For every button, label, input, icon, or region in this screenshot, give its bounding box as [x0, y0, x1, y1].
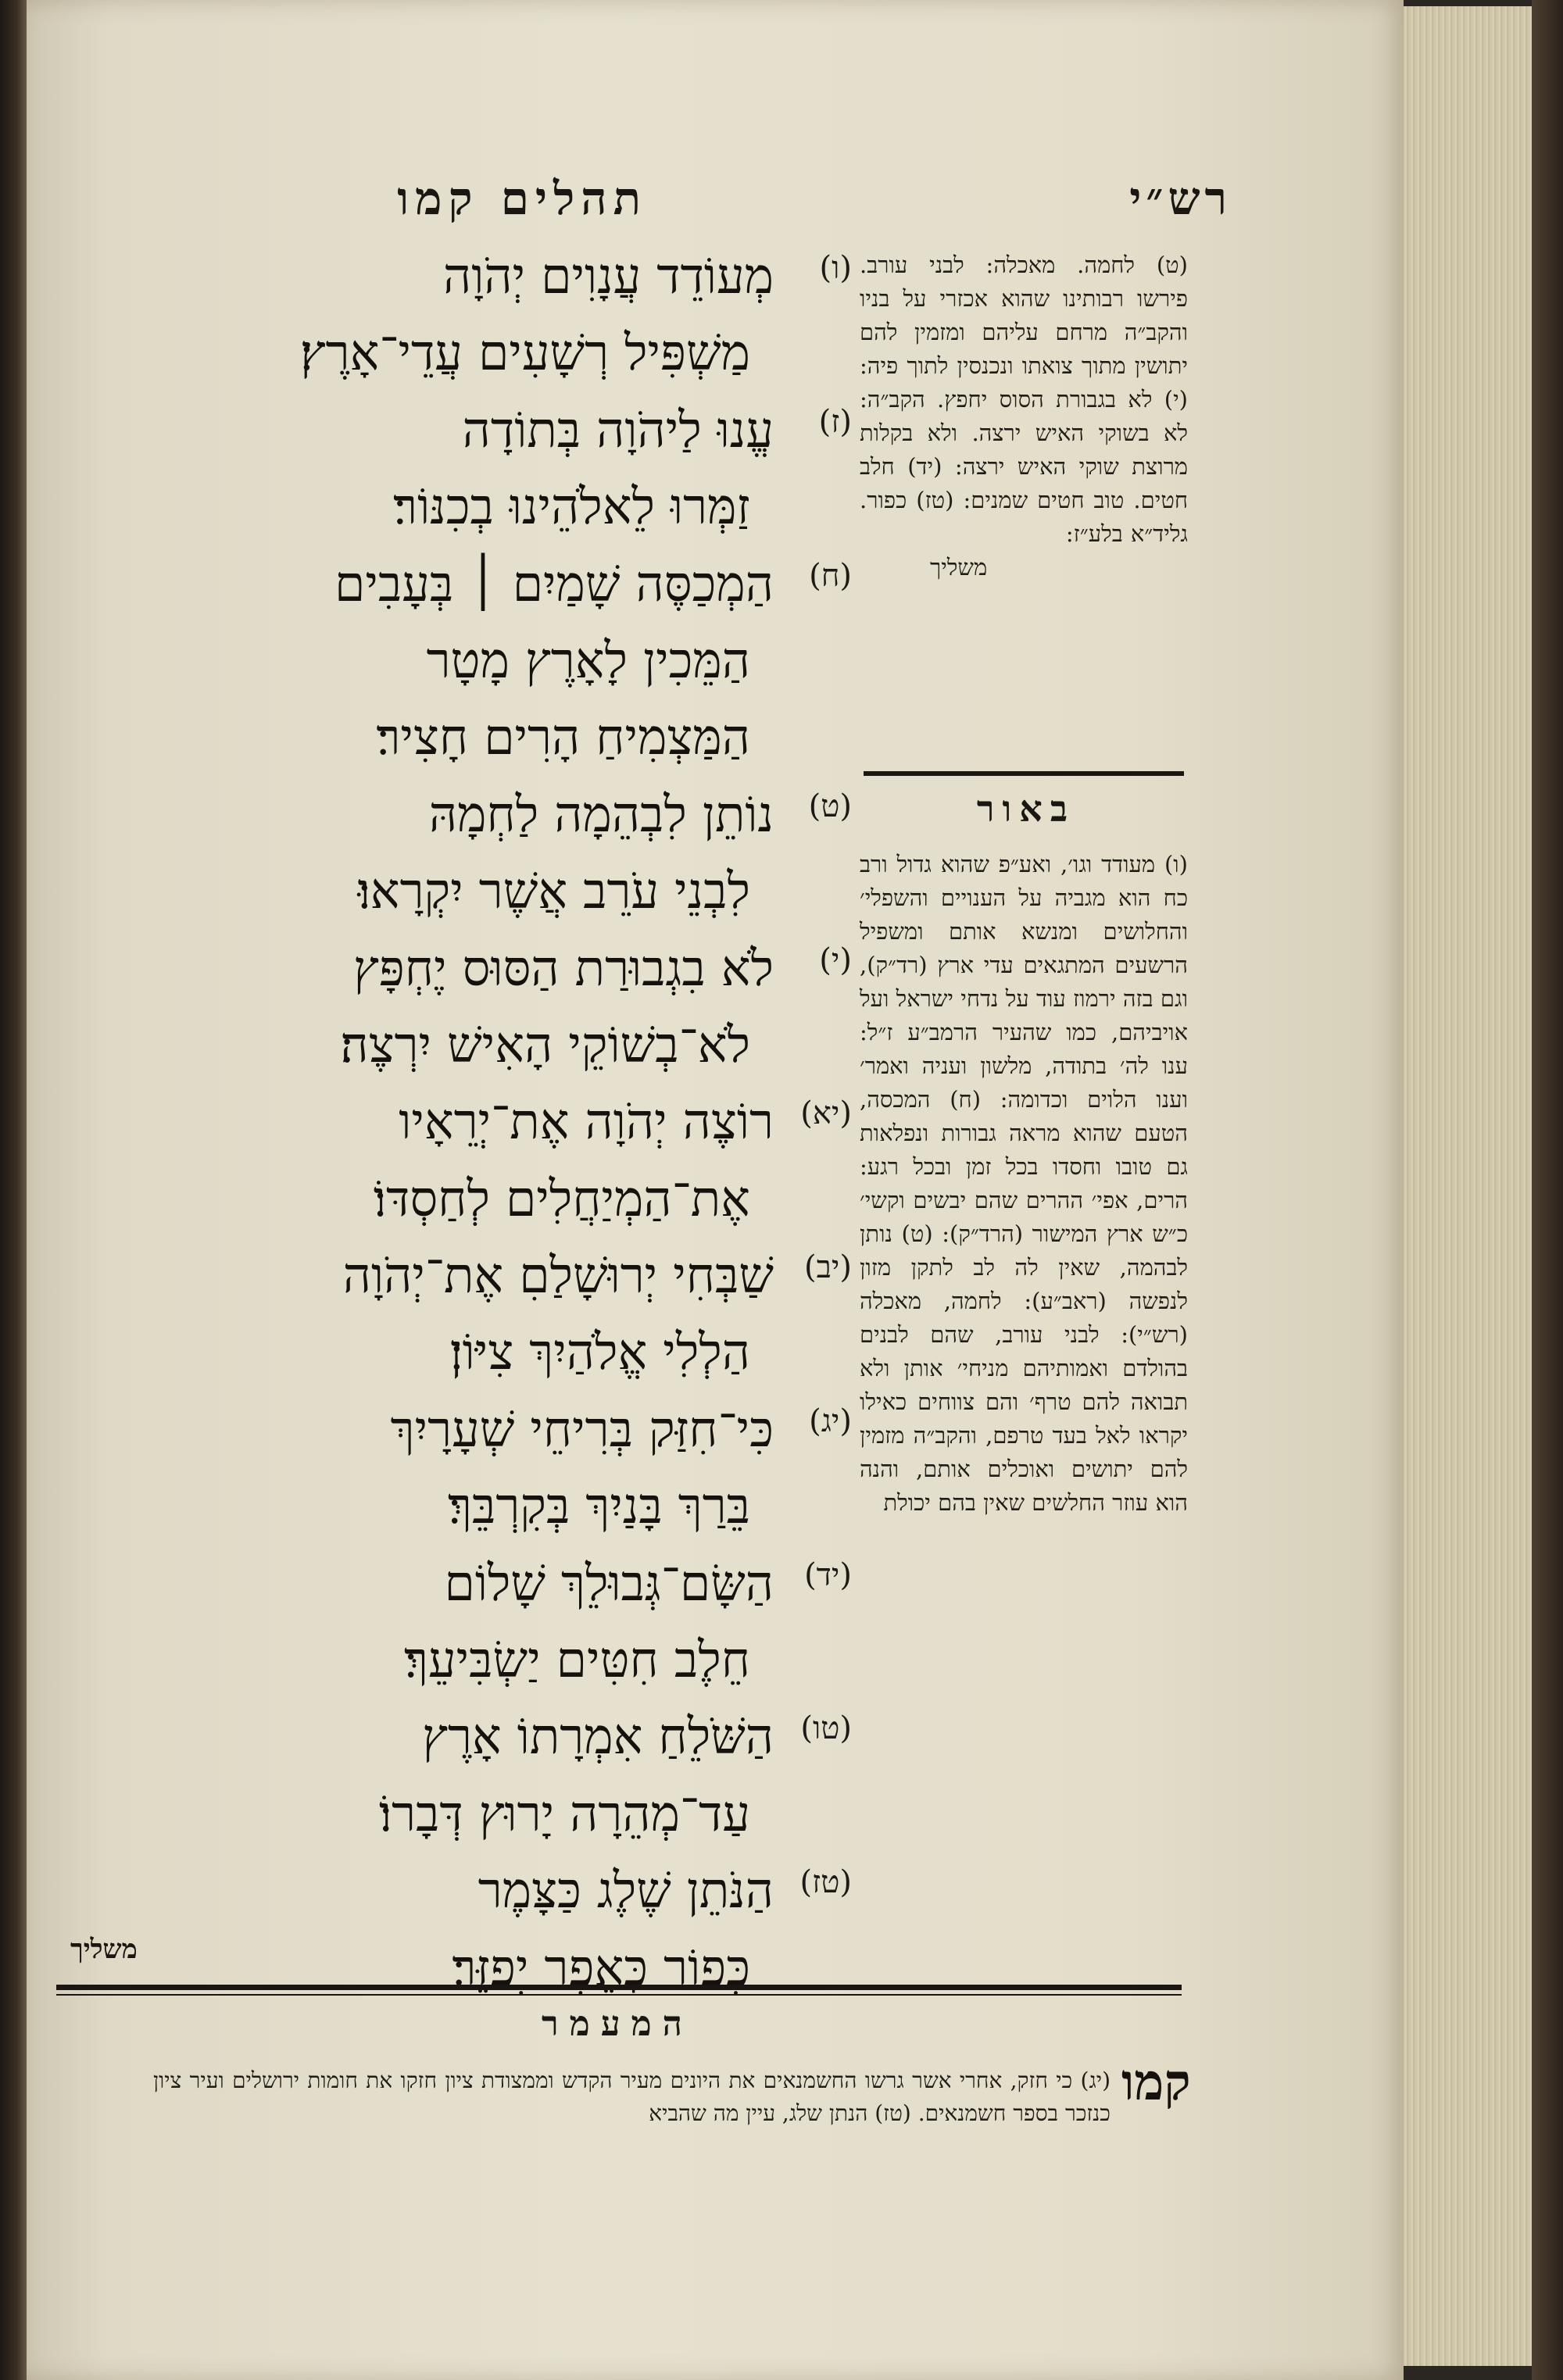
maamar-text: (יג) כי חזק, אחרי אשר גרשו החשמנאים את היונים מעיר הקדש וממצודת ציון חזקו את חומות ירושלים ועיר ציון כנזכר בספר חשמנאים. (טז) הנתן שלג, עיין מה שהביא: [153, 2067, 1111, 2126]
verse-line: [102, 853, 852, 930]
verse-number: (טו): [800, 1710, 852, 1747]
psalm-text-column: [102, 238, 852, 2007]
psalms-page-header: תהלים קמו: [397, 172, 647, 225]
verse-text: כְּפוֹר כָּאֵפֶר יְפַזֵּר׃: [452, 1939, 750, 1996]
rashi-column-header: רש״י: [1129, 172, 1232, 225]
verse-text: מְעוֹדֵד עֲנָוִים יְהֹוָה: [443, 248, 774, 305]
verse-text: הַמֵּכִין לָאָרֶץ מָטָר: [426, 631, 750, 689]
verse-text: לֹא בִגְבוּרַת הַסּוּס יֶחְפָּץ: [352, 939, 774, 997]
maamar-chapter-label: קמו: [1121, 2053, 1191, 2112]
verse-text: כִּי־חִזַּק בְּרִיחֵי שְׁעָרָיִךְ: [390, 1400, 774, 1458]
verse-line: [102, 1468, 852, 1545]
verse-line: [102, 1314, 852, 1391]
verse-text: לֹא־בְשׁוֹקֵי הָאִישׁ יִרְצֶה׃: [340, 1016, 750, 1074]
verse-text: הַנֹּתֵן שֶׁלֶג כַּצָּמֶר: [477, 1862, 774, 1920]
verse-line: [102, 1007, 852, 1084]
verse-number: (ז): [818, 403, 852, 440]
verse-line: [102, 699, 852, 776]
footer-divider-rule: [56, 1985, 1182, 1990]
verse-text: רוֹצֶה יְהֹוָה אֶת־יְרֵאָיו: [399, 1093, 774, 1151]
verse-line: [102, 1776, 852, 1853]
footer-catchword: משליך: [70, 1934, 138, 1965]
verse-number: (י): [819, 942, 852, 978]
verse-line: [102, 1699, 852, 1775]
verse-text: אֶת־הַמְיַחֲלִים לְחַסְדּוֹ׃: [373, 1170, 750, 1228]
verse-text: הַלְלִי אֱלֹהַיִךְ צִיּוֹן׃: [449, 1324, 750, 1381]
verse-text: הַמַּצְמִיחַ הָרִים חָצִיר׃: [376, 709, 750, 767]
verse-text: הַמְכַסֶּה שָׁמַיִם ׀ בְּעָבִים: [334, 555, 774, 613]
book-cover-edge: [1532, 0, 1563, 2380]
verse-line: [102, 469, 852, 545]
verse-line: [102, 1853, 852, 1929]
verse-number: (ט): [808, 788, 852, 824]
verse-number: (יג): [809, 1403, 852, 1439]
verse-text: זַמְּרוּ לֵאלֹהֵינוּ בְכִנּוֹר׃: [393, 478, 750, 536]
verse-line: [102, 1392, 852, 1468]
verse-line: [102, 1084, 852, 1160]
verse-number: (ח): [809, 557, 852, 594]
verse-text: הַשָּׂם־גְּבוּלֵךְ שָׁלוֹם: [444, 1554, 774, 1612]
rashi-commentary: [860, 248, 1188, 584]
verse-line: [102, 1546, 852, 1622]
verse-number: (יב): [804, 1249, 852, 1286]
verse-text: עֱנוּ לַיהֹוָה בְּתוֹדָה: [462, 401, 774, 459]
rashi-divider-rule: [864, 771, 1184, 776]
verse-number: (יד): [804, 1556, 852, 1593]
verse-text: הַשֹּׁלֵחַ אִמְרָתוֹ אָרֶץ: [422, 1708, 774, 1766]
verse-line: [102, 315, 852, 391]
verse-text: בֵּרַךְ בָּנַיִךְ בְּקִרְבֵּךְ׃: [448, 1478, 750, 1535]
verse-text: חֵלֶב חִטִּים יַשְׂבִּיעֵךְ׃: [404, 1631, 750, 1689]
verse-text: שַׁבְּחִי יְרוּשָׁלַםִ אֶת־יְהֹוָה: [342, 1247, 774, 1305]
verse-text: לִבְנֵי עֹרֵב אֲשֶׁר יִקְרָאוּ׃: [357, 863, 750, 920]
page-edges: [1404, 6, 1534, 2366]
verse-line: [102, 931, 852, 1007]
verse-line: [102, 392, 852, 469]
footer-divider-rule-thin: [56, 1994, 1182, 1996]
verse-text: מַשְׁפִּיל רְשָׁעִים עֲדֵי־אָרֶץ׃: [299, 324, 750, 382]
maamar-header: המעמר: [542, 2004, 693, 2044]
rashi-catchword: משליך: [930, 554, 988, 581]
verse-line: [102, 777, 852, 853]
verse-line: [102, 1622, 852, 1699]
verse-text: נוֹתֵן לִבְהֵמָה לַחְמָהּ: [428, 785, 774, 843]
beur-commentary: (ו) מעודד וגו׳, ואע״פ שהוא גדול ורב כח הוא מגביה על הענויים והשפלי׳ והחלושים ומנשא אותם ומשפיל הרשעים המתגאים עדי ארץ (רד״ק), וגם בזה ירמוז עוד על נדחי ישראל ועל אויביהם, כמו שהעיר הרמב״ע ז״ל: ענו לה׳ בתודה, מלשון ועניה ואמר׳ וענו הלוים וכדומה: (ח) המכסה, הטעם שהוא מראה גבורות ונפלאות גם טובו וחסדו בכל זמן ובכל רגע: הרים, אפי׳ ההרים שהם יבשים וקשי׳ כ״ש ארץ המישור (הרד״ק): (ט) נותן לבהמה, שאין לה לב לתקן מזון לנפשה (ראב״ע): לחמה, מאכלה (רש״י): לבני עורב, שהם לבנים בהולדם ואמותיהם מניחי׳ אותן ולא תבואה להם טרף׳ והם צווחים כאילו יקראו לאל בעד טרפם, והקב״ה מזמין להם יתושים ואוכלים אותם, והנה הוא עוזר החלשים שאין בהם יכולת: [860, 851, 1188, 1516]
verse-number: (ו): [819, 250, 852, 286]
verse-text: עַד־מְהֵרָה יָרוּץ דְּבָרוֹ׃: [378, 1785, 750, 1842]
verse-number: (טז): [799, 1864, 852, 1901]
rashi-commentary-text: (ט) לחמה. מאכלה: לבני עורב. פירשו רבותינו שהוא אכזרי על בניו והקב״ה מרחם עליהם ומזמין להם יתושין מתוך צואתו ונכנסין לתוך פיה: (י) לא בגבורת הסוס יחפץ. הקב״ה: לא בשוקי האיש ירצה. ולא בקלות מרוצת שוקי האיש ירצה: (יד) חלב חטים. טוב חטים שמנים: (טז) כפור. גליד״א בלע״ז:: [860, 252, 1188, 547]
verse-line: [102, 1161, 852, 1238]
beur-header: באור: [976, 788, 1075, 830]
verse-line: [102, 238, 852, 315]
verse-number: (יא): [800, 1095, 852, 1132]
verse-line: [102, 546, 852, 623]
verse-line: [102, 623, 852, 699]
verse-line: [102, 1238, 852, 1314]
